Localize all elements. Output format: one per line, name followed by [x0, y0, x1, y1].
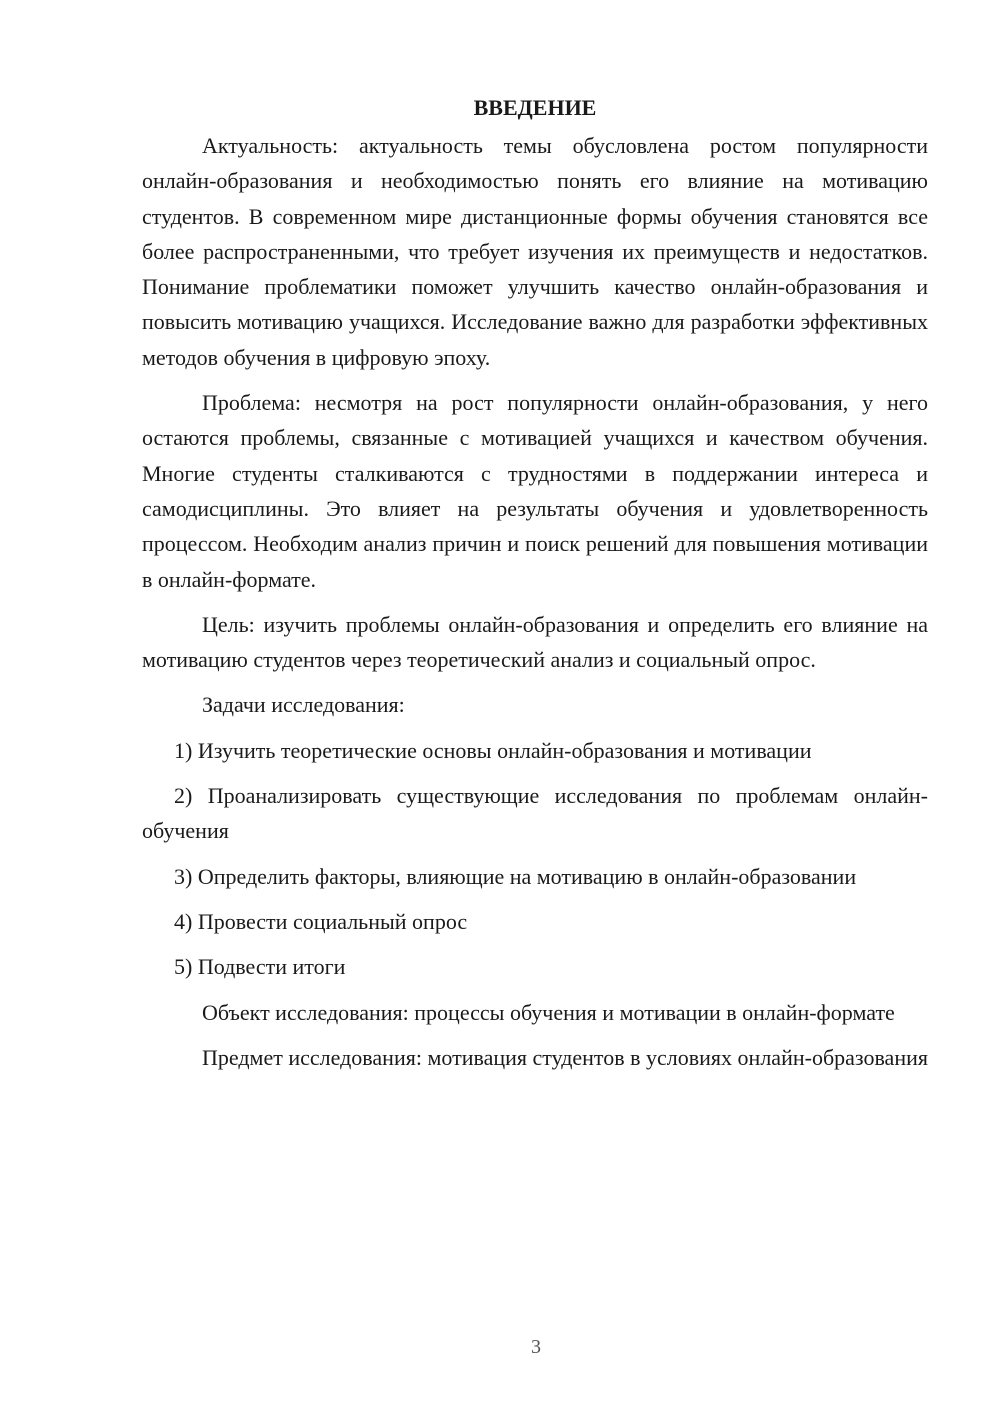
- paragraph-goal: Цель: изучить проблемы онлайн-образования и определить его влияние на мотивацию студентов через теоретический анализ и социальный опрос.: [142, 611, 928, 673]
- task-item-2: 2) Проанализировать существующие исследования по проблемам онлайн-обучения: [142, 783, 928, 844]
- task-item-4: 4) Провести социальный опрос: [174, 908, 468, 934]
- paragraph-relevance: Актуальность: актуальность темы обусловлена ростом популярности онлайн-образования и необходимостью понять его влияние на мотивацию студентов. В современном мире дистанционные формы обучения становятся все более распространенными, что требует изучения их преимуществ и недостатков. Понимание проблематики поможет улучшить качество онлайн-образования и повысить мотивацию учащихся. Исследование важно для разработки эффективных методов обучения в цифровую эпоху.: [142, 133, 928, 370]
- task-item-5: 5) Подвести итоги: [174, 954, 346, 980]
- document-page: [142, 92, 928, 1085]
- paragraph-object: Объект исследования: процессы обучения и мотивации в онлайн-формате: [202, 999, 895, 1025]
- task-item-1: 1) Изучить теоретические основы онлайн-образования и мотивации: [174, 737, 812, 763]
- paragraph-subject: Предмет исследования: мотивация студентов в условиях онлайн-образования: [202, 1044, 928, 1070]
- page-title: ВВЕДЕНИЕ: [473, 95, 597, 120]
- page-number: 3: [531, 1336, 541, 1358]
- paragraph-problem: Проблема: несмотря на рост популярности онлайн-образования, у него остаются проблемы, связанные с мотивацией учащихся и качеством обучения. Многие студенты сталкиваются с трудностями в поддержании интереса и самодисциплины. Это влияет на результаты обучения и удовлетворенность процессом. Необходим анализ причин и поиск решений для повышения мотивации в онлайн-формате.: [142, 390, 928, 592]
- tasks-heading: Задачи исследования:: [202, 692, 405, 718]
- task-item-3: 3) Определить факторы, влияющие на мотивацию в онлайн-образовании: [174, 863, 857, 889]
